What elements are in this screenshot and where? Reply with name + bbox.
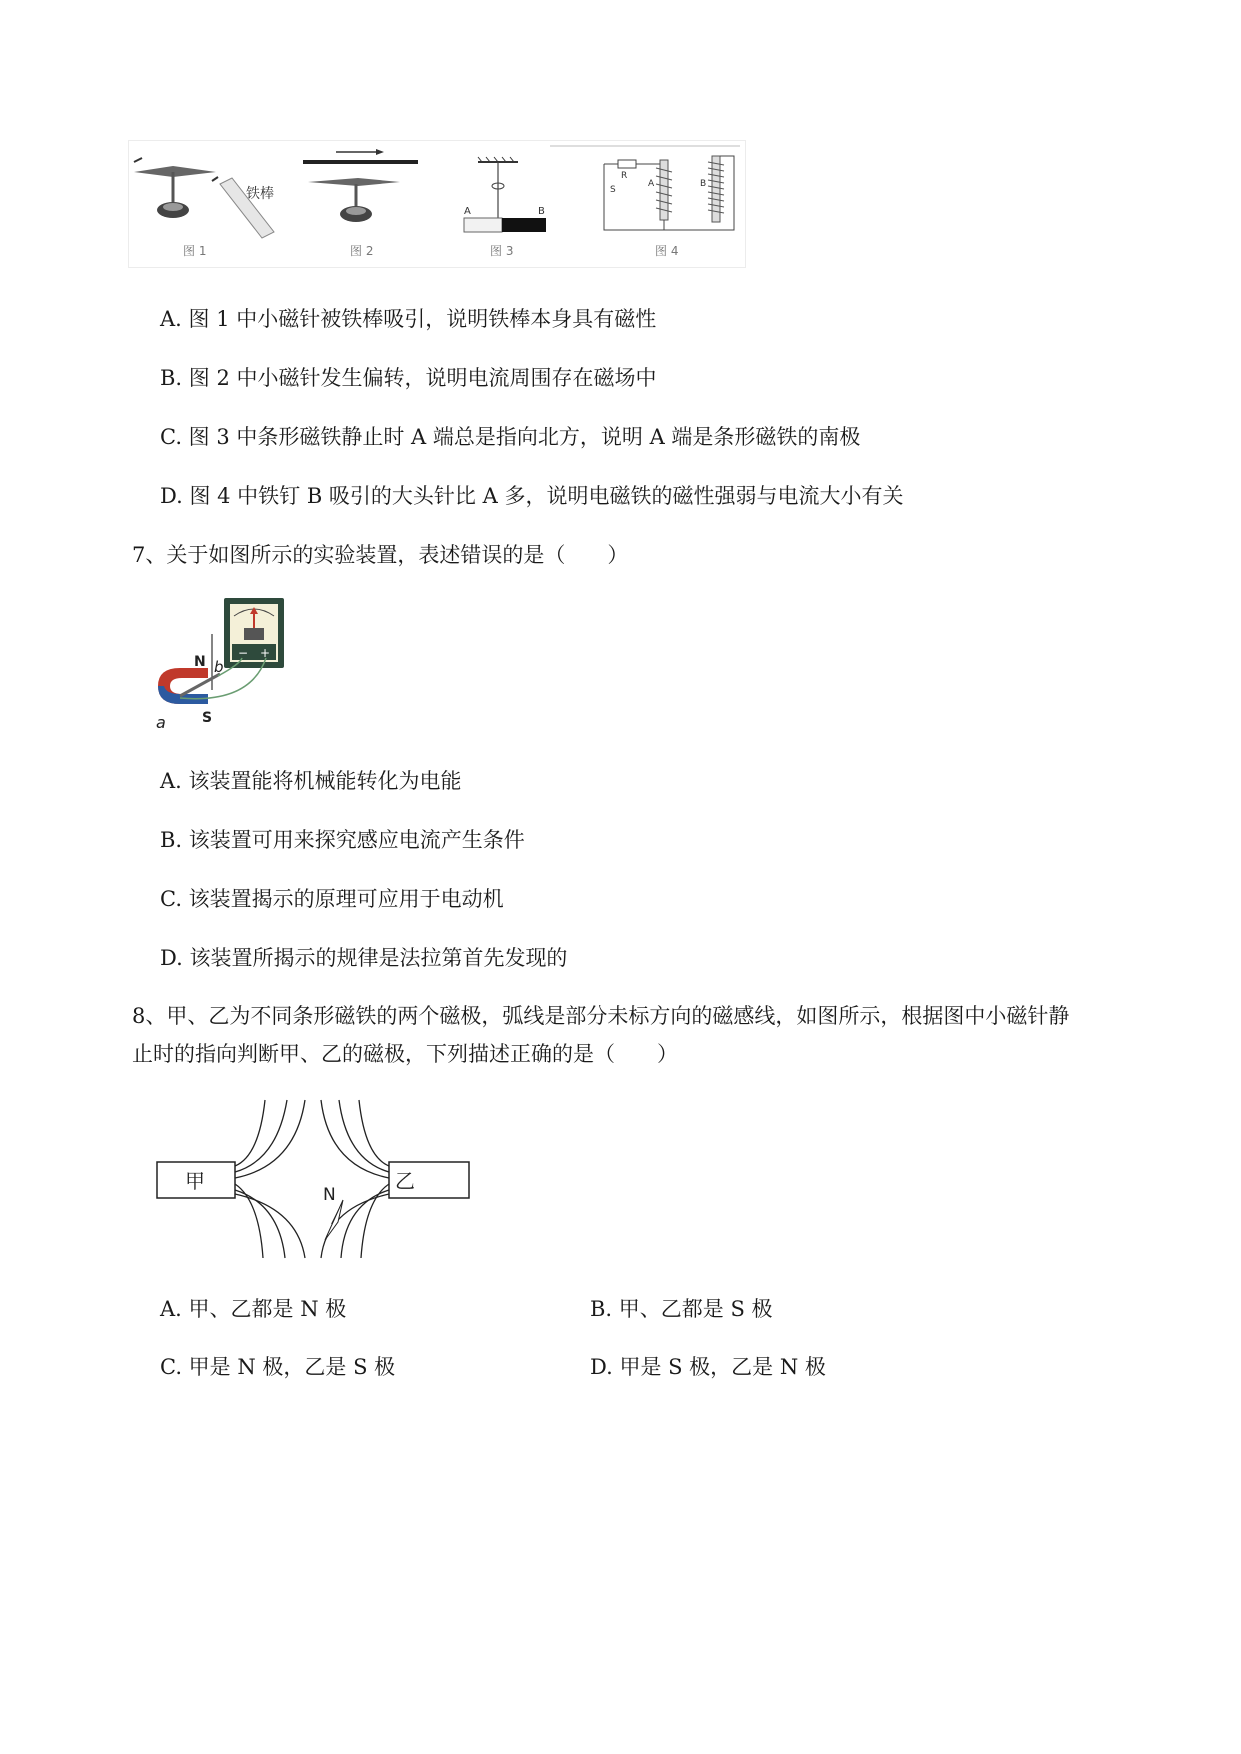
- q8-magnetic-field-figure: [155, 1096, 473, 1262]
- q8-option-a: A. 甲、乙都是 N 极: [160, 1297, 347, 1321]
- q8-option-d: D. 甲是 S 极，乙是 N 极: [590, 1355, 826, 1379]
- fig1-rod-label: 铁棒: [246, 186, 274, 202]
- meter-minus-terminal: −: [238, 646, 249, 660]
- q6-option-c: C. 图 3 中条形磁铁静止时 A 端总是指向北方，说明 A 端是条形磁铁的南极: [160, 425, 861, 449]
- q7-induction-apparatus: [150, 594, 290, 734]
- q7-option-c: C. 该装置揭示的原理可应用于电动机: [160, 887, 504, 911]
- meter-plus-terminal: +: [260, 646, 271, 660]
- fig3-label-b: B: [538, 206, 545, 217]
- label-n: N: [194, 654, 206, 670]
- q7-stem: 7、关于如图所示的实验装置，表述错误的是（ ）: [132, 543, 629, 567]
- q6-figure-strip: [128, 140, 748, 272]
- fig4-label-s: S: [610, 185, 616, 195]
- fig1-caption: 图 1: [183, 244, 207, 258]
- field-lines: [235, 1100, 389, 1258]
- fig4-label-b: B: [700, 179, 707, 189]
- compass-needle-icon: [325, 1200, 343, 1240]
- right-pole-label: 乙: [395, 1169, 415, 1193]
- q6-option-b: B. 图 2 中小磁针发生偏转，说明电流周围存在磁场中: [160, 366, 657, 390]
- left-pole-label: 甲: [185, 1169, 205, 1193]
- needle-n-label: N: [323, 1185, 336, 1205]
- q6-option-d: D. 图 4 中铁钉 B 吸引的大头针比 A 多，说明电磁铁的磁性强弱与电流大小有关: [160, 484, 904, 508]
- q7-option-a: A. 该装置能将机械能转化为电能: [160, 769, 462, 793]
- fig4-label-r: R: [621, 171, 628, 181]
- label-s: S: [202, 710, 213, 726]
- fig3-caption: 图 3: [490, 244, 514, 258]
- fig2-caption: 图 2: [350, 244, 374, 258]
- fig4-label-a: A: [648, 179, 655, 189]
- q8-option-b: B. 甲、乙都是 S 极: [590, 1297, 773, 1321]
- q8-option-c: C. 甲是 N 极，乙是 S 极: [160, 1355, 396, 1379]
- q6-option-a: A. 图 1 中小磁针被铁棒吸引，说明铁棒本身具有磁性: [160, 307, 657, 331]
- fig3-label-a: A: [464, 206, 471, 217]
- q7-option-b: B. 该装置可用来探究感应电流产生条件: [160, 828, 525, 852]
- label-b: b: [214, 658, 224, 676]
- q7-option-d: D. 该装置所揭示的规律是法拉第首先发现的: [160, 946, 568, 970]
- q8-stem-line2: 止时的指向判断甲、乙的磁极，下列描述正确的是（ ）: [132, 1042, 678, 1066]
- fig4-caption: 图 4: [655, 244, 679, 258]
- label-a: a: [156, 713, 166, 732]
- q8-stem-line1: 8、甲、乙为不同条形磁铁的两个磁极，弧线是部分未标方向的磁感线，如图所示，根据图中小磁针静: [132, 1004, 1070, 1028]
- galvanometer: [224, 598, 284, 668]
